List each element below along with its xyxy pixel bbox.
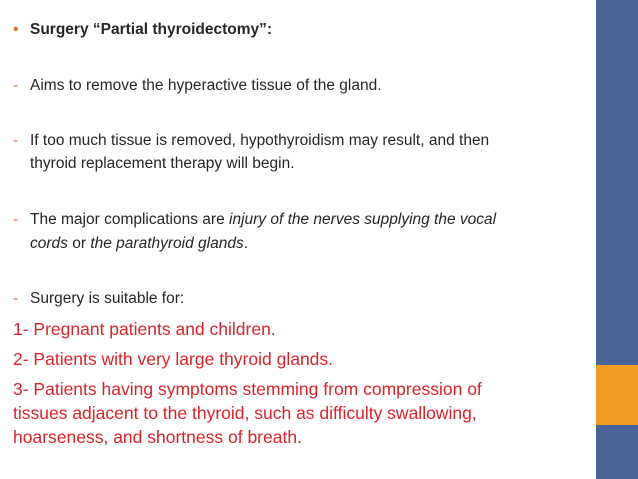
complications-suffix: . [243, 235, 249, 252]
point-hypothyroidism-text2: thyroid replacement therapy will begin. [30, 155, 295, 172]
complications-mid: or [67, 235, 91, 252]
heading-text: Surgery “Partial thyroidectomy”: [30, 21, 273, 38]
dash-marker: - [13, 290, 19, 307]
dash-marker: - [13, 77, 19, 94]
complications-italic-cords: cords [30, 235, 68, 252]
red-item-1: 1- Pregnant patients and children. [13, 319, 276, 339]
complications-italic-nerves: injury of the nerves supplying the vocal [229, 211, 497, 228]
point-complications-text1 [30, 210, 496, 230]
point-complications-text2 [30, 234, 248, 254]
point-aims-text: Aims to remove the hyperactive tissue of the gland. [30, 77, 382, 94]
red-item-3-line3: hoarseness, and shortness of breath. [13, 427, 302, 447]
dash-marker: - [13, 211, 19, 228]
red-item-3-line1: 3- Patients having symptoms stemming from compression of [13, 379, 482, 399]
red-item-3-line2: tissues adjacent to the thyroid, such as difficulty swallowing, [13, 403, 477, 423]
complications-italic-parathyroid: the parathyroid glands [90, 235, 244, 252]
bullet-icon: • [13, 21, 19, 38]
accent-block [596, 365, 638, 425]
point-suitable-text: Surgery is suitable for: [30, 290, 185, 307]
point-hypothyroidism-text1: If too much tissue is removed, hypothyroidism may result, and then [30, 132, 490, 149]
complications-prefix: The major complications are [30, 211, 229, 228]
red-item-2: 2- Patients with very large thyroid glands. [13, 349, 334, 369]
dash-marker: - [13, 132, 19, 149]
